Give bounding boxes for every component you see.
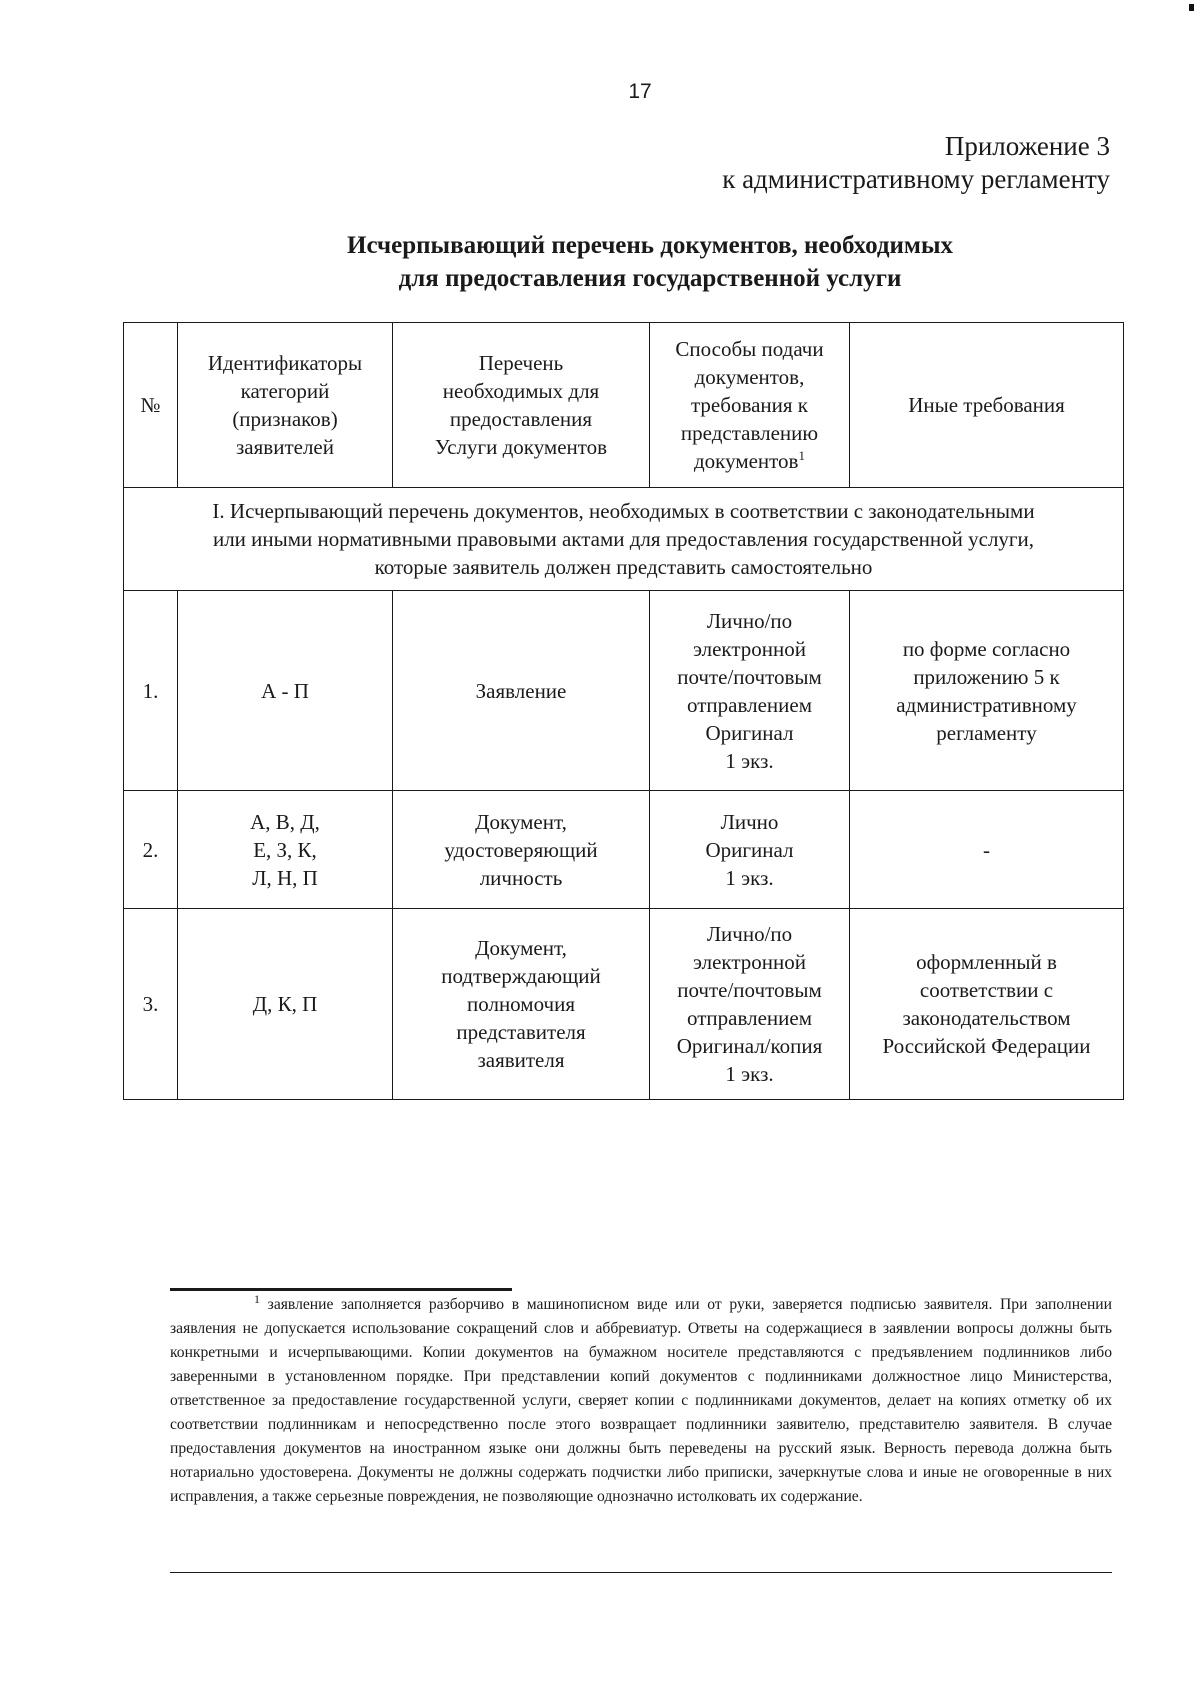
footnote <box>170 1293 1112 1509</box>
row-submission-methods-line: электронной <box>692 950 806 974</box>
row-document-line: удостоверяющий <box>444 837 598 862</box>
row-document-line: личность <box>479 865 563 890</box>
row-document-line: представителя <box>456 1020 586 1044</box>
row-submission-methods-line: 1 экз. <box>725 748 774 773</box>
row-number: 1. <box>124 591 178 791</box>
footnote-bottom-line <box>170 1572 1112 1573</box>
row-identifiers <box>178 791 393 909</box>
row-submission-methods-line: Лично/по <box>706 608 793 633</box>
methods-header-line: документов, <box>694 365 805 389</box>
header-document-list-line: Перечень <box>478 351 564 375</box>
row-number: 2. <box>124 791 178 909</box>
row-other-requirements-line: регламенту <box>936 720 1037 745</box>
row-document-line: Документ, <box>475 809 567 834</box>
section-heading-line: или иными нормативными правовыми актами для предоставления государственной услуги, <box>212 527 1035 551</box>
methods-header-line: Способы подачи <box>675 337 824 361</box>
section-heading-line: которые заявитель должен представить самостоятельно <box>374 555 873 579</box>
page-number: 17 <box>628 80 652 103</box>
row-other-requirements-line: административному <box>896 692 1077 717</box>
header-identifiers-line: (признаков) <box>232 407 338 431</box>
header-identifiers-line: Идентификаторы <box>207 351 363 375</box>
header-other-requirements: Иные требования <box>850 323 1124 488</box>
header-document-list-line: предоставления <box>449 407 593 431</box>
methods-header-line: требования к <box>691 393 808 417</box>
section-heading <box>124 488 1124 591</box>
row-submission-methods <box>650 591 850 791</box>
row-document-line: Заявление <box>475 678 567 703</box>
scan-corner-mark <box>1189 4 1194 11</box>
header-submission-methods <box>650 323 850 488</box>
table-row <box>124 591 1124 791</box>
row-submission-methods-line: Оригинал/копия <box>676 1034 823 1058</box>
row-identifiers-line: А - П <box>261 678 309 703</box>
section-row <box>124 488 1124 591</box>
row-submission-methods-line: Лично/по <box>706 922 793 946</box>
row-submission-methods-line: Лично <box>720 809 779 834</box>
footnote-reference: 1 <box>798 448 805 463</box>
row-submission-methods-line: Оригинал <box>705 837 794 862</box>
row-identifiers-line: Е, З, К, <box>253 837 317 862</box>
row-submission-methods-line: 1 экз. <box>725 1062 774 1086</box>
row-identifiers-line: А, В, Д, <box>250 809 320 834</box>
row-document <box>393 909 650 1100</box>
row-document-line: полномочия <box>467 992 575 1016</box>
document-title <box>120 229 1180 295</box>
title-line-1: Исчерпывающий перечень документов, необходимых <box>347 232 953 259</box>
table-row <box>124 909 1124 1100</box>
row-identifiers-line: Л, Н, П <box>252 865 318 890</box>
footnote-marker: 1 <box>254 1291 260 1306</box>
row-submission-methods <box>650 909 850 1100</box>
title-line-2: для предоставления государственной услуги <box>398 265 902 292</box>
row-other-requirements <box>850 791 1124 909</box>
header-document-list-line: Услуги документов <box>434 435 608 459</box>
row-number: 3. <box>124 909 178 1100</box>
row-submission-methods-line: Оригинал <box>705 720 794 745</box>
documents-table <box>123 322 1124 1100</box>
appendix-header <box>722 130 1110 196</box>
row-identifiers-line: Д, К, П <box>252 992 318 1016</box>
row-document <box>393 591 650 791</box>
appendix-line-2: к административному регламенту <box>722 164 1110 194</box>
row-other-requirements-line: приложению 5 к <box>913 664 1060 689</box>
row-submission-methods <box>650 791 850 909</box>
methods-header-line <box>656 447 843 475</box>
row-other-requirements-line: оформленный в <box>916 950 1057 974</box>
row-other-requirements <box>850 909 1124 1100</box>
methods-header-last-word: документов <box>694 449 799 473</box>
row-submission-methods-line: почте/почтовым <box>677 664 822 689</box>
row-submission-methods-line: отправлением <box>687 692 812 717</box>
row-document <box>393 791 650 909</box>
row-identifiers <box>178 909 393 1100</box>
row-document-line: подтверждающий <box>441 964 601 988</box>
row-submission-methods-line: 1 экз. <box>725 865 774 890</box>
methods-header-line: представлению <box>680 421 819 445</box>
table-header-row <box>124 323 1124 488</box>
section-heading-line: I. Исчерпывающий перечень документов, необходимых в соответствии с законодательными <box>212 499 1035 523</box>
row-identifiers <box>178 591 393 791</box>
row-other-requirements-line: соответствии с <box>919 978 1054 1002</box>
row-submission-methods-line: электронной <box>692 636 806 661</box>
row-other-requirements <box>850 591 1124 791</box>
row-document-line: Документ, <box>475 936 567 960</box>
header-document-list-line: необходимых для <box>442 379 600 403</box>
appendix-line-1: Приложение 3 <box>944 131 1110 161</box>
row-other-requirements-line: Российской Федерации <box>882 1034 1091 1058</box>
footnote-text: заявление заполняется разборчиво в машинописном виде или от руки, заверяется подписью заявителя. При заполнении заявления не допускается использование сокращений слов и аббревиатур. Ответы на содержащиеся в заявлении вопросы должны быть конкретными и исчерпывающими. Копии документов на бумажном носителе представляются с предъявлением подлинников либо заверенными в установленном порядке. При представлении копий документов с подлинниками должностное лицо Министерства, ответственное за предоставление государственной услуги, сверяет копии с подлинниками документов, делает на копиях отметку об их соответствии подлинникам и непосредственно после этого возвращает подлинники заявителю, представителю заявителя. В случае предоставления документов на иностранном языке они должны быть переведены на русский язык. Верность перевода должна быть нотариально удостоверена. Документы не должны содержать подчистки либо приписки, зачеркнутые слова и иные не оговоренные в них исправления, а также серьезные повреждения, не позволяющие однозначно истолковать их содержание. <box>170 1296 1112 1505</box>
table-row <box>124 791 1124 909</box>
row-submission-methods-line: почте/почтовым <box>677 978 822 1002</box>
header-identifiers-line: категорий <box>240 379 330 403</box>
row-other-requirements-line: - <box>983 837 990 862</box>
footnote-separator <box>170 1288 512 1291</box>
row-other-requirements-line: по форме согласно <box>902 636 1071 661</box>
row-document-line: заявителя <box>477 1048 565 1072</box>
row-submission-methods-line: отправлением <box>687 1006 812 1030</box>
header-document-list <box>393 323 650 488</box>
header-number: № <box>124 323 178 488</box>
header-identifiers-line: заявителей <box>236 435 334 459</box>
header-identifiers <box>178 323 393 488</box>
row-other-requirements-line: законодательством <box>902 1006 1071 1030</box>
